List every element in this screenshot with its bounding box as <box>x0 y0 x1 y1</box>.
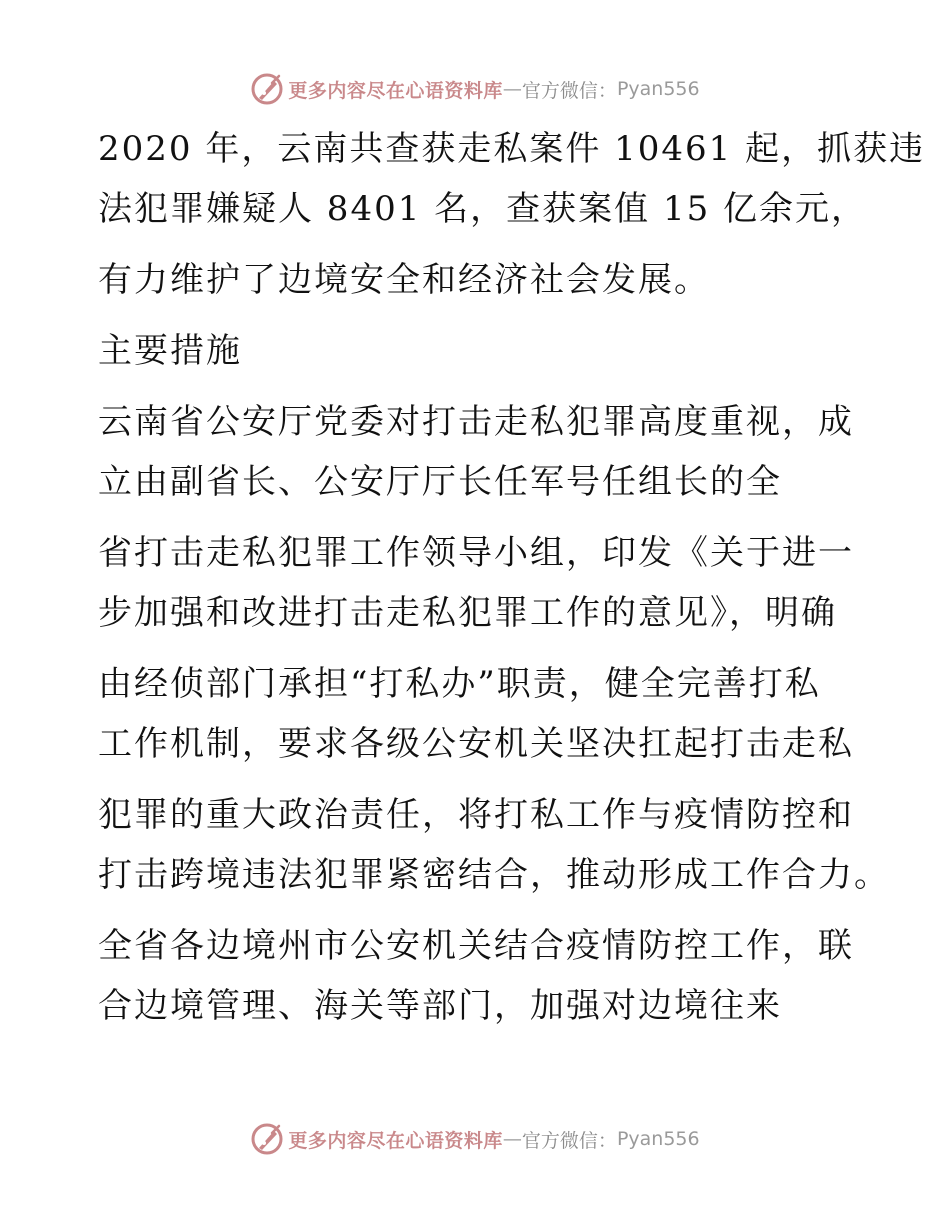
watermark-official-text: 官方微信： <box>521 79 617 102</box>
watermark-separator: — <box>502 78 522 100</box>
footer-watermark <box>0 1122 950 1156</box>
text-line-11: 犯罪的重大政治责任，将打私工作与疫情防控和 <box>98 795 854 835</box>
quill-logo-icon <box>250 72 284 106</box>
watermark-wechat-id: Pyan556 <box>616 1128 700 1150</box>
watermark-official-text: 官方微信： <box>521 1129 617 1152</box>
text-line-14: 合边境管理、海关等部门，加强对边境往来 <box>98 986 782 1026</box>
text-line-3: 有力维护了边境安全和经济社会发展。 <box>98 260 710 300</box>
watermark-site-text: 更多内容尽在心语资料库 <box>288 79 503 102</box>
watermark-wechat-id: Pyan556 <box>616 78 700 100</box>
section-heading: 主要措施 <box>98 331 242 371</box>
watermark-site-text: 更多内容尽在心语资料库 <box>288 1129 503 1152</box>
text-line-2: 法犯罪嫌疑人 8401 名，查获案值 15 亿余元， <box>98 189 868 229</box>
text-line-9: 由经侦部门承担“打私办”职责，健全完善打私 <box>98 664 821 704</box>
watermark-separator: — <box>502 1128 522 1150</box>
text-line-1: 2020 年，云南共查获走私案件 10461 起，抓获违 <box>98 129 926 169</box>
text-line-10: 工作机制，要求各级公安机关坚决扛起打击走私 <box>98 724 854 764</box>
header-watermark <box>0 72 950 106</box>
text-line-8: 步加强和改进打击走私犯罪工作的意见》，明确 <box>98 593 837 633</box>
text-line-7: 省打击走私犯罪工作领导小组，印发《关于进一 <box>98 533 854 573</box>
document-body <box>98 119 926 1036</box>
text-line-12: 打击跨境违法犯罪紧密结合，推动形成工作合力。 <box>98 855 890 895</box>
text-line-13: 全省各边境州市公安机关结合疫情防控工作，联 <box>98 926 854 966</box>
quill-logo-icon <box>250 1122 284 1156</box>
text-line-6: 立由副省长、公安厅厅长任军号任组长的全 <box>98 462 782 502</box>
text-line-5: 云南省公安厅党委对打击走私犯罪高度重视，成 <box>98 402 854 442</box>
